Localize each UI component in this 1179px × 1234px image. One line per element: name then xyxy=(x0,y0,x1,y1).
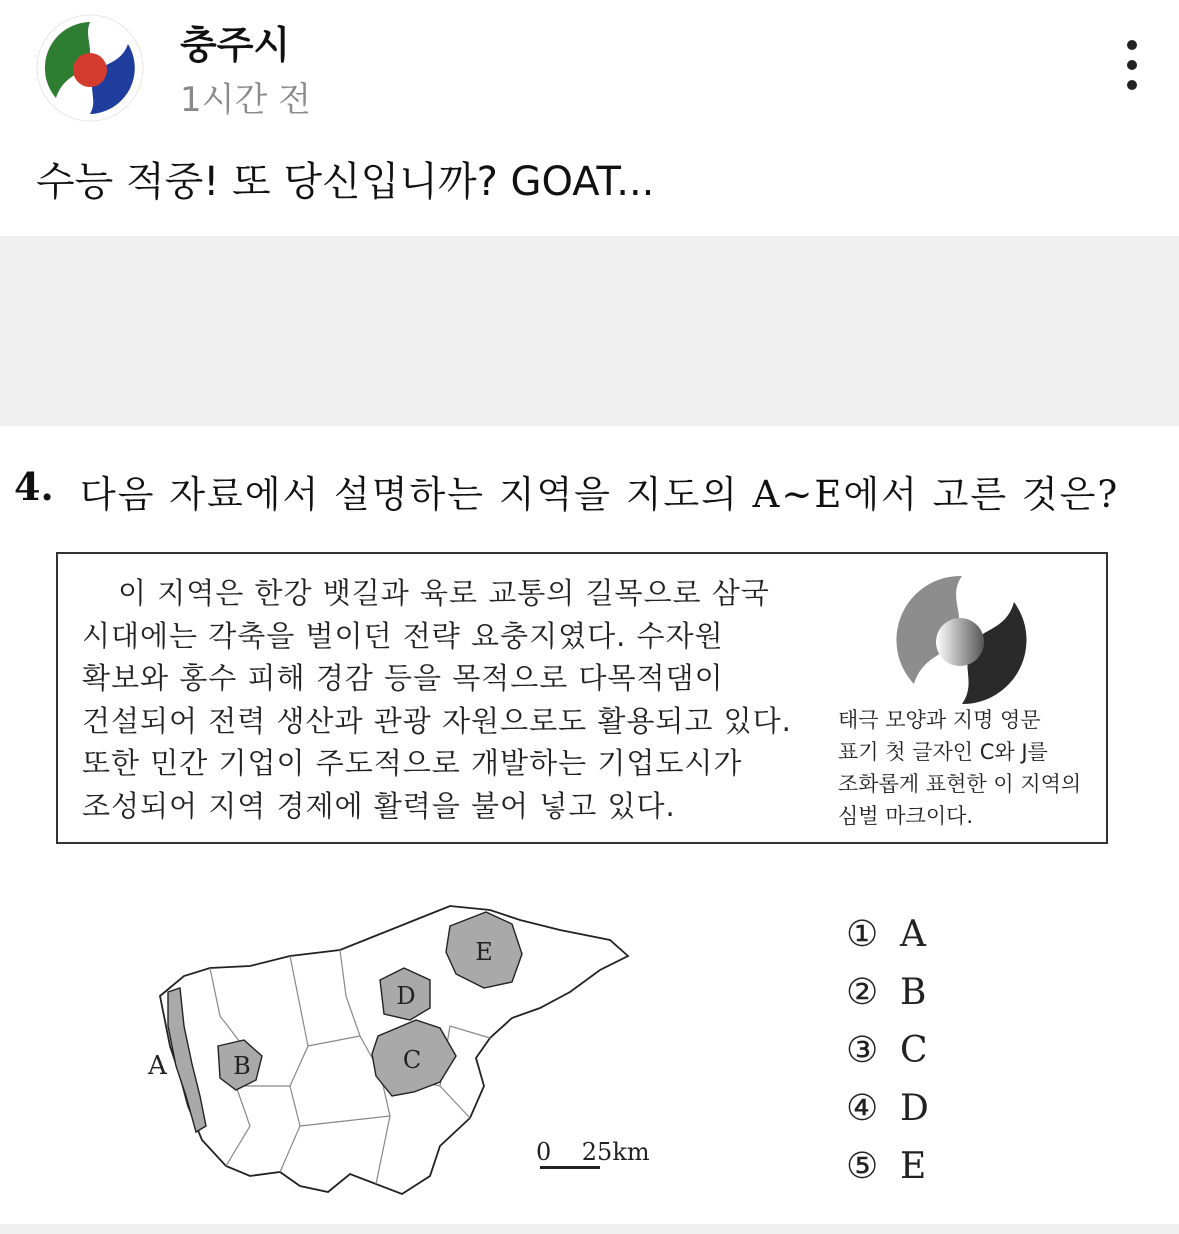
map-label-a: A xyxy=(148,1051,167,1081)
chungju-city-logo-icon[interactable] xyxy=(36,14,144,122)
exam-question-image[interactable] xyxy=(0,426,1179,1226)
passage-line: 이 지역은 한강 뱃길과 육로 교통의 길목으로 삼국 xyxy=(118,576,770,610)
choice-2[interactable]: ② B xyxy=(846,972,927,1013)
passage-text xyxy=(82,572,802,827)
choice-3[interactable]: ③ C xyxy=(846,1030,928,1071)
passage-line: 조성되어 지역 경제에 활력을 불어 넣고 있다. xyxy=(82,788,676,823)
passage-line: 시대에는 각축을 벌이던 전략 요충지였다. 수자원 xyxy=(82,618,724,653)
choice-1[interactable]: ① A xyxy=(846,914,926,955)
caption-line: 태극 모양과 지명 영문 xyxy=(838,708,1041,732)
passage-line: 또한 민간 기업이 주도적으로 개발하는 기업도시가 xyxy=(82,746,743,780)
passage-box xyxy=(56,552,1108,844)
emblem-caption xyxy=(838,704,1100,832)
question-text: 다음 자료에서 설명하는 지역을 지도의 A~E에서 고른 것은? xyxy=(80,473,1120,516)
choice-5[interactable]: ⑤ E xyxy=(846,1146,927,1187)
answer-choices xyxy=(846,906,929,1196)
passage-line: 건설되어 전력 생산과 관광 자원으로도 활용되고 있다. xyxy=(82,703,792,738)
map-scale-label: 0 25km xyxy=(536,1138,650,1166)
question-number: 4. xyxy=(14,464,54,509)
bottom-divider xyxy=(0,1224,1179,1234)
more-options-button[interactable] xyxy=(1112,40,1152,96)
author-name[interactable]: 충주시 xyxy=(180,23,291,67)
post-timestamp: 1시간 전 xyxy=(180,80,311,120)
map-scale-bar xyxy=(540,1166,600,1169)
media-placeholder xyxy=(0,236,1179,426)
more-vertical-icon xyxy=(1127,40,1137,50)
caption-line: 심벌 마크이다. xyxy=(838,804,974,828)
chungju-symbol-mark-icon xyxy=(894,572,1030,708)
map-label-d: D xyxy=(396,982,416,1010)
passage-line: 확보와 홍수 피해 경감 등을 목적으로 다목적댐이 xyxy=(82,661,724,695)
map-label-c: C xyxy=(402,1046,422,1074)
caption-line: 표기 첫 글자인 C와 J를 xyxy=(838,740,1048,764)
choice-4[interactable]: ④ D xyxy=(846,1088,929,1129)
post-header xyxy=(0,0,1179,130)
map-label-e: E xyxy=(475,938,493,966)
caption-line: 조화롭게 표현한 이 지역의 xyxy=(838,772,1082,796)
post-text: 수능 적중! 또 당신입니까? GOAT... xyxy=(36,159,655,205)
map-label-b: B xyxy=(233,1052,251,1080)
